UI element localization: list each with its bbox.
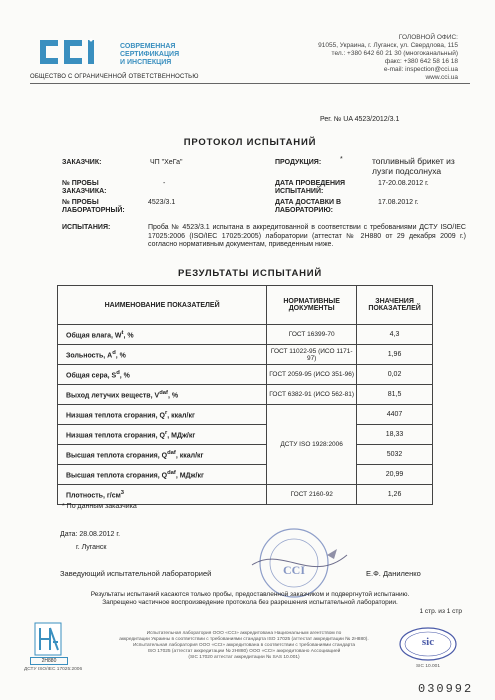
right-badge-caption: SIC 10.001 xyxy=(415,664,440,669)
accreditation-line: Испытательная лаборатория ООО «ССІ» аккредитована Национальным агентством по xyxy=(146,631,342,636)
logo-line: И ИНСПЕКЦИЯ xyxy=(120,59,172,66)
office-line: 91055, Украина, г. Луганск, ул. Свердлова, 115 xyxy=(318,42,458,49)
indicator-name: Общая влага, $W^t$, % xyxy=(58,325,267,345)
sample-lab-value: 4523/3.1 xyxy=(148,199,176,206)
table-row xyxy=(58,425,433,445)
table-row xyxy=(58,325,433,345)
table-row xyxy=(58,405,433,425)
office-line: тел.: +380 642 60 21 30 (многоканальный) xyxy=(331,50,458,57)
org-form-line: ОБЩЕСТВО С ОГРАНИЧЕННОЙ ОТВЕТСТВЕННОСТЬЮ xyxy=(30,74,199,80)
indicator-value: 4,3 xyxy=(357,325,433,345)
left-badge-code: 2Н880 xyxy=(30,657,68,665)
indicator-name: Выход летучих веществ, $V^{daf}$, % xyxy=(58,385,267,405)
indicator-value: 4407 xyxy=(357,405,433,425)
table-row xyxy=(58,345,433,365)
product-label: ПРОДУКЦИЯ: xyxy=(275,159,322,166)
indicator-value: 1,26 xyxy=(357,485,433,505)
sic-badge-lettering: sic xyxy=(421,636,435,648)
results-table xyxy=(57,285,433,505)
test-date-value: 17-20.08.2012 г. xyxy=(378,180,429,187)
logo-line: СЕРТИФИКАЦИЯ xyxy=(120,51,180,58)
footnote: * По данным заказчика xyxy=(62,503,137,510)
indicator-value: 20,99 xyxy=(357,465,433,485)
customer-value: ЧП "ХеГа" xyxy=(150,159,183,166)
test-date-label: ДАТА ПРОВЕДЕНИЯ ИСПЫТАНИЙ: xyxy=(275,180,346,195)
tests-label: ИСПЫТАНИЯ: xyxy=(62,224,111,231)
indicator-name: Зольность, $A^d$, % xyxy=(58,345,267,365)
norm-document: ГОСТ 11022-95 (ИСО 1171-97) xyxy=(267,345,357,365)
table-header-cell: ЗНАЧЕНИЯ ПОКАЗАТЕЛЕЙ xyxy=(357,286,433,325)
stamp-lettering: CCI xyxy=(282,563,305,577)
accreditation-line: (SIC 17020 аттестат аккредитации № SAS 10.001) xyxy=(188,655,300,660)
sample-lab-label: № ПРОБЫ ЛАБОРАТОРНЫЙ: xyxy=(62,199,125,214)
office-title: ГОЛОВНОЙ ОФИС: xyxy=(398,34,458,41)
sample-customer-value: - xyxy=(163,180,166,187)
issue-city: г. Луганск xyxy=(76,544,107,551)
accreditation-badge-icon xyxy=(34,622,62,656)
norm-document: ДСТУ ISO 1928:2006 xyxy=(267,405,357,485)
indicator-name: Высшая теплота сгорания, $Q^{daf}$, ккал/кг xyxy=(58,445,267,465)
page-count: 1 стр. из 1 стр xyxy=(419,608,462,615)
accreditation-line: ISO 17025 (аттестат аккредитации № 2Н880) ООО «ССІ» аккредитовано Ассоциацией xyxy=(147,649,341,654)
accreditation-line: аккредитации Украины в соответствии с требованиями стандарта ISO 17025 (аттестат аккредитации № 2Н880). xyxy=(119,637,369,642)
left-badge-caption: ДСТУ ISO/IEC 17025:2006 xyxy=(24,667,83,672)
head-of-lab-name: Е.Ф. Даниленко xyxy=(366,569,421,578)
indicator-name: Высшая теплота сгорания, $Q^{daf}$, МДж/кг xyxy=(58,465,267,485)
customer-label: ЗАКАЗЧИК: xyxy=(62,159,102,166)
norm-document: ГОСТ 2160-92 xyxy=(267,485,357,505)
disclaimer-line: Запрещено частичное воспроизведение протокола без разрешения испытательной лаборатории. xyxy=(102,599,398,606)
form-serial-number: 030992 xyxy=(418,682,474,696)
table-row xyxy=(58,365,433,385)
indicator-value: 18,33 xyxy=(357,425,433,445)
protocol-title: ПРОТОКОЛ ИСПЫТАНИЙ xyxy=(183,137,317,148)
indicator-value: 0,02 xyxy=(357,365,433,385)
sample-customer-label: № ПРОБЫ ЗАКАЗЧИКА: xyxy=(62,180,107,195)
table-row xyxy=(58,385,433,405)
table-row xyxy=(58,445,433,465)
norm-document: ГОСТ 2059-95 (ИСО 351-96) xyxy=(267,365,357,385)
indicator-name: Низшая теплота сгорания, $Q^r$, МДж/кг xyxy=(58,425,267,445)
indicator-name: Плотность, $г/см^3$ xyxy=(58,485,267,505)
norm-document: ГОСТ 6382-91 (ИСО 562-81) xyxy=(267,385,357,405)
header-divider xyxy=(30,83,470,84)
office-line: факс: +380 642 58 16 18 xyxy=(384,58,458,65)
indicator-name: Низшая теплота сгорания, $Q^r$, ккал/кг xyxy=(58,405,267,425)
product-mark: * xyxy=(340,156,343,163)
indicator-value: 5032 xyxy=(357,445,433,465)
results-title: РЕЗУЛЬТАТЫ ИСПЫТАНИЙ xyxy=(177,268,323,279)
delivery-date-label: ДАТА ДОСТАВКИ В ЛАБОРАТОРИЮ: xyxy=(275,199,342,214)
product-value: топливный брикет из лузги подсолнуха xyxy=(372,156,455,176)
table-header-row xyxy=(58,286,433,325)
logo-line: СОВРЕМЕННАЯ xyxy=(120,43,176,50)
disclaimer-line: Результаты испытаний касаются только пробы, предоставленной заказчиком и подвергнутой испытанию. xyxy=(90,591,410,598)
tests-description: Проба № 4523/3.1 испытана в аккредитованной в соответствии с требованиями ДСТУ ISO/IEC 17025:2006 (ISO/IEC 17025:2005) лаборатории (аттестат № 2Н880 от 29 декабря 2009 г.) согласно нормативным документам, приведенным ниже. xyxy=(148,224,466,248)
table-header-cell: НОРМАТИВНЫЕ ДОКУМЕНТЫ xyxy=(267,286,357,325)
office-line: www.cci.ua xyxy=(425,74,458,81)
delivery-date-value: 17.08.2012 г. xyxy=(378,199,419,206)
indicator-value: 81,5 xyxy=(357,385,433,405)
registration-number: Рег. № UA 4523/2012/3.1 xyxy=(320,116,400,123)
table-header-cell: НАИМЕНОВАНИЕ ПОКАЗАТЕЛЕЙ xyxy=(58,286,267,325)
table-row xyxy=(58,465,433,485)
norm-document: ГОСТ 16399-70 xyxy=(267,325,357,345)
indicator-value: 1,96 xyxy=(357,345,433,365)
logo-wordmark xyxy=(120,43,200,67)
office-line: e-mail: inspection@cci.ua xyxy=(383,66,458,73)
accreditation-text-block xyxy=(88,631,400,661)
office-address-block xyxy=(290,34,458,82)
issue-date: Дата: 28.08.2012 г. xyxy=(60,531,121,538)
table-row xyxy=(58,485,433,505)
cci-logo-icon xyxy=(38,36,118,68)
head-of-lab-label: Заведующий испытательной лабораторией xyxy=(60,569,212,578)
indicator-name: Общая сера, $S^d$, % xyxy=(58,365,267,385)
accreditation-line: Испытательная лаборатория ООО «ССІ» аккредитована в соответствии с требованиями стандарта xyxy=(132,643,356,648)
